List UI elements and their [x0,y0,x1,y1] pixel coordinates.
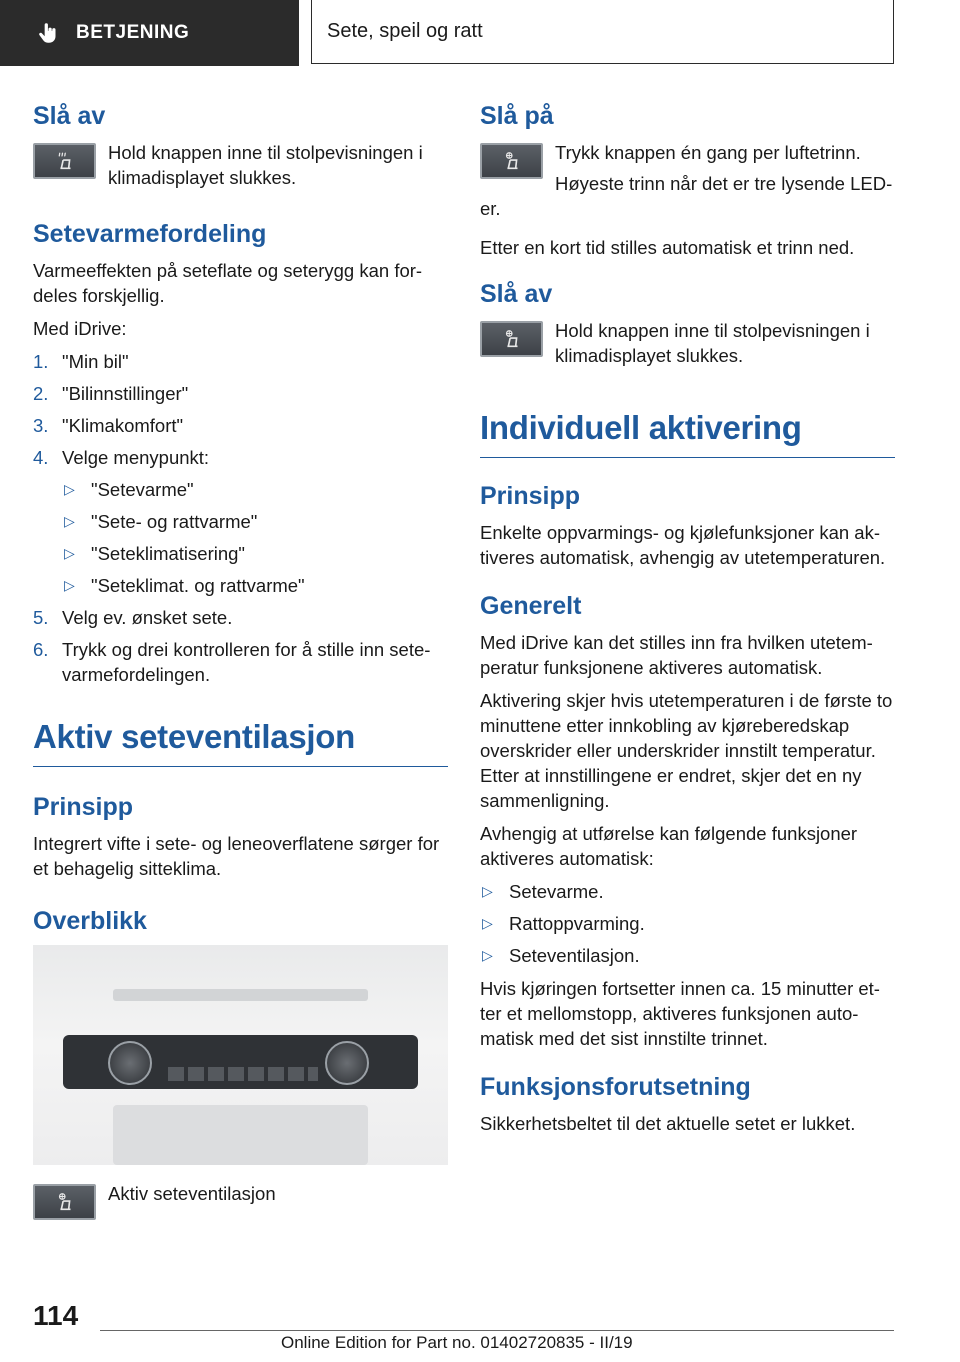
header-section-tab [0,0,299,66]
switch-off-text: Hold knappen inne til stolpevisningen i klimadisplayet slukkes. [555,320,870,366]
heading-switch-off: Slå av [480,280,553,308]
menu-options-list [62,477,448,598]
triangle-bullet-icon: ▷ [64,577,75,593]
auto-functions-list [480,879,895,968]
right-column [480,100,895,1144]
triangle-bullet-icon: ▷ [64,513,75,529]
seat-ventilation-button-image [480,321,543,357]
list-item: ▷ Setevarme. [482,881,604,902]
list-item: 5. Velg ev. ønsket sete. [33,607,233,628]
auto-step-down-text: Etter en kort tid stilles automatisk et trinn ned. [480,237,855,258]
seat-heating-icon [54,150,76,172]
list-item: 2. "Bilinnstillinger" [33,383,189,404]
switch-on-block [480,140,895,227]
distribution-intro: Varmeeffekten på seteflate og seterygg kan for-deles forskjellig. [33,260,423,306]
switch-off-block [480,318,895,374]
switch-on-step-text: Trykk knappen én gang per luftetrinn. [555,142,861,163]
seat-ventilation-icon [501,328,523,350]
seat-ventilation-icon [501,150,523,172]
heading-principle: Prinsipp [480,482,581,510]
climate-control-panel-image [33,945,448,1165]
heading-individual-activation: Individuell aktivering [480,408,895,458]
seat-heating-button-image [33,143,96,179]
list-item: 3. "Klimakomfort" [33,415,184,436]
triangle-bullet-icon: ▷ [482,915,493,931]
list-item: 4. Velge menypunkt: ▷ "Setevarme" ▷ "Sete- og rattvarme" ▷ "Seteklimatisering" ▷ "Seteklimat. og rattvarme" [33,445,448,598]
list-item: ▷ Seteventilasjon. [482,945,640,966]
list-item: ▷ "Seteklimat. og rattvarme" [64,575,305,596]
triangle-bullet-icon: ▷ [482,947,493,963]
list-item: ▷ "Seteklimatisering" [64,543,245,564]
footer-divider [100,1330,894,1331]
requirement-text: Sikkerhetsbeltet til det aktuelle setet er lukket. [480,1113,856,1134]
general-text-1: Med iDrive kan det stilles inn fra hvilken utetem-peratur funksjonene aktiveres automatisk. [480,632,873,678]
idrive-steps-list [33,349,448,687]
switch-off-block [33,140,448,196]
ventilation-caption: Aktiv seteventilasjon [108,1183,276,1204]
heading-switch-off: Slå av [33,102,106,130]
heading-overview: Overblikk [33,907,147,935]
general-text-4: Hvis kjøringen fortsetter innen ca. 15 minutter et-ter et mellomstopp, aktiveres funksjonen auto-matisk med det sist innstilte trinnet. [480,978,880,1049]
heading-function-requirement: Funksjonsforutsetning [480,1073,751,1101]
ventilation-caption-block [33,1181,448,1224]
heading-switch-on: Slå på [480,102,554,130]
chapter-title-box [311,0,894,64]
principle-text: Integrert vifte i sete- og leneoverflatene sørger for et behagelig sitteklima. [33,833,440,879]
edition-note: Online Edition for Part no. 01402720835 - II/19 [281,1333,633,1352]
list-item: ▷ Rattoppvarming. [482,913,645,934]
general-text-2: Aktivering skjer hvis utetemperaturen i de første to minuttene etter innkobling av kjøreberedskap overskrider eller underskrider innstilt temperatur. Etter at innstillingene er endret, skjer det en ny sammenligning. [480,690,893,811]
heading-principle: Prinsipp [33,793,134,821]
list-item: 1. "Min bil" [33,351,129,372]
general-text-3: Avhengig at utførelse kan følgende funksjoner aktiveres automatisk: [480,823,858,869]
triangle-bullet-icon: ▷ [482,883,493,899]
seat-ventilation-button-image [33,1184,96,1220]
principle-text: Enkelte oppvarmings- og kjølefunksjoner kan ak-tiveres automatisk, avhengig av utetemperaturen. [480,522,886,568]
chapter-title: Sete, speil og ratt [327,20,483,42]
switch-off-text: Hold knappen inne til stolpevisningen i klimadisplayet slukkes. [108,142,423,188]
list-item: ▷ "Setevarme" [64,479,194,500]
heading-active-seat-ventilation: Aktiv seteventilasjon [33,717,448,767]
switch-on-led-text: Høyeste trinn når det er tre lysende LED-er. [480,173,893,219]
heading-general: Generelt [480,592,582,620]
triangle-bullet-icon: ▷ [64,481,75,497]
section-label: BETJENING [76,22,190,43]
page-number: 114 [33,1300,79,1331]
with-idrive-label: Med iDrive: [33,318,127,339]
seat-ventilation-button-image [480,143,543,179]
seat-ventilation-icon [54,1191,76,1213]
left-column [33,100,448,1232]
hand-pointer-icon [36,20,62,46]
list-item: 6. Trykk og drei kontrolleren for å stille inn sete-varmefordelingen. [33,639,431,685]
triangle-bullet-icon: ▷ [64,545,75,561]
list-item: ▷ "Sete- og rattvarme" [64,511,258,532]
heading-seat-heat-distribution: Setevarmefordeling [33,220,267,248]
